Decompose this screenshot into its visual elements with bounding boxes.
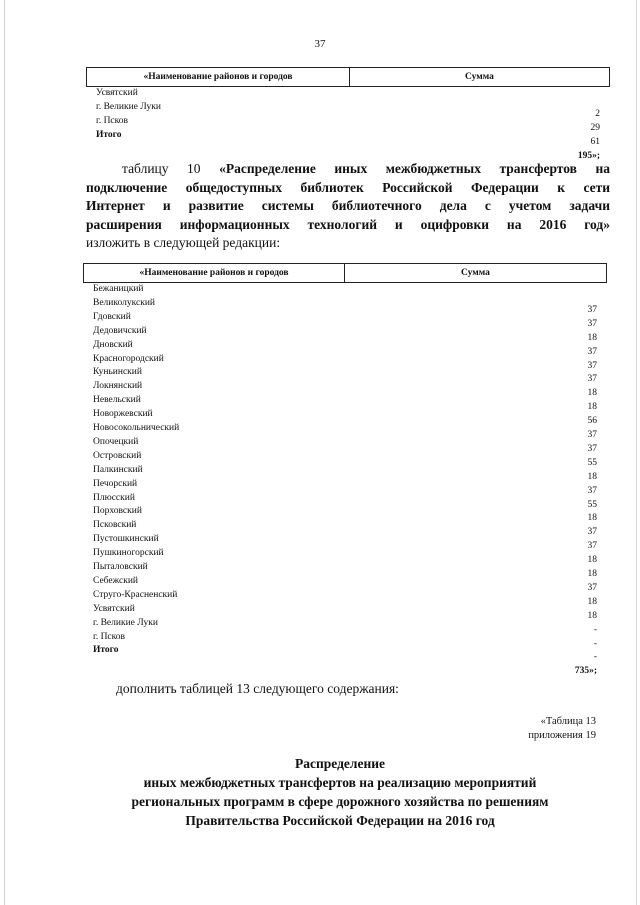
row-value: 37 xyxy=(587,527,597,538)
row-value: 18 xyxy=(587,388,597,399)
paragraph-bold-text: «Распределение иных межбюджетных трансфертов на xyxy=(219,161,611,176)
table-1-header xyxy=(86,67,610,87)
row-name: Итого xyxy=(93,645,119,656)
row-value: 37 xyxy=(587,360,597,371)
table-row xyxy=(83,603,607,621)
section-heading xyxy=(60,754,620,830)
table-row xyxy=(83,395,607,413)
table-row xyxy=(83,548,607,566)
row-name: г. Псков xyxy=(93,631,126,642)
table-row xyxy=(83,492,607,510)
heading-line: Распределение xyxy=(294,756,386,771)
table-row xyxy=(83,353,607,371)
row-name: Итого xyxy=(96,130,122,140)
row-value: 2 xyxy=(595,109,600,119)
table-row xyxy=(83,325,607,343)
table-2 xyxy=(83,263,607,683)
table-row xyxy=(83,562,607,579)
table-row xyxy=(83,478,607,496)
table-row xyxy=(83,534,607,552)
row-value: 37 xyxy=(587,374,597,385)
paragraph-line xyxy=(86,160,610,179)
heading-line: Правительства Российской Федерации на 2016 год xyxy=(185,813,495,828)
row-value: 18 xyxy=(587,471,597,482)
table-row xyxy=(86,102,610,119)
row-value: 37 xyxy=(587,430,597,440)
heading-line: региональных программ в сфере дорожного хозяйства по решениям xyxy=(131,794,549,809)
row-value: 37 xyxy=(587,304,597,315)
table-row xyxy=(86,130,610,147)
row-name: Усвятский xyxy=(96,88,138,98)
row-value: - xyxy=(593,638,597,649)
row-name: Плюсский xyxy=(93,492,135,503)
table-2-header xyxy=(83,263,607,283)
table-row xyxy=(83,311,607,329)
row-value: - xyxy=(593,652,597,663)
table-row xyxy=(83,381,607,399)
row-value: 37 xyxy=(587,582,597,593)
table-row xyxy=(83,506,607,524)
table-note xyxy=(528,715,596,743)
row-name: Пыталовский xyxy=(93,562,148,572)
table-2-body xyxy=(83,283,607,683)
table-row xyxy=(83,367,607,385)
paragraph-table-10 xyxy=(86,160,610,253)
table-row xyxy=(83,450,607,468)
column-header-name: «Наименование районов и городов xyxy=(84,264,345,282)
row-name: Дедовичский xyxy=(93,325,147,336)
row-name: Островский xyxy=(93,450,142,461)
row-value: 55 xyxy=(587,457,597,468)
row-name: Пустошкинский xyxy=(93,534,159,545)
row-name: г. Великие Луки xyxy=(96,102,161,112)
table-row-total xyxy=(83,659,607,677)
row-value: 18 xyxy=(587,596,597,607)
total-value: 735»; xyxy=(574,666,597,677)
row-value: 18 xyxy=(587,332,597,343)
row-value: 18 xyxy=(587,569,597,579)
row-value: 29 xyxy=(590,123,600,133)
table-row xyxy=(86,88,610,102)
row-name: Новосокольнический xyxy=(93,423,180,433)
row-value: 18 xyxy=(587,402,597,413)
row-name: Струго-Красненский xyxy=(93,589,178,600)
row-name: Пушкиногорский xyxy=(93,548,164,559)
table-row xyxy=(83,423,607,440)
row-name: Локнянский xyxy=(93,381,143,392)
row-name: Новоржевский xyxy=(93,409,153,420)
page-edge xyxy=(636,0,637,905)
row-value: 56 xyxy=(587,416,597,427)
row-name: г. Великие Луки xyxy=(93,617,158,628)
row-name: Себежский xyxy=(93,575,138,586)
column-header-name: «Наименование районов и городов xyxy=(87,68,350,86)
row-value: 18 xyxy=(587,513,597,524)
paragraph-line: расширения информационных технологий и оцифровки на 2016 год» xyxy=(86,216,610,232)
paragraph-text: таблицу 10 xyxy=(122,161,220,176)
table-row xyxy=(83,436,607,454)
column-header-sum: Сумма xyxy=(461,268,490,278)
table-note-line: приложения 19 xyxy=(528,730,596,741)
row-value: 55 xyxy=(587,499,597,510)
table-1-body xyxy=(86,87,610,159)
table-row xyxy=(83,575,607,593)
table-row xyxy=(83,464,607,482)
row-value: - xyxy=(593,624,597,635)
table-1 xyxy=(86,67,610,159)
row-name: Дновский xyxy=(93,339,133,350)
table-row-total xyxy=(86,144,610,161)
row-name: г. Псков xyxy=(96,116,129,126)
row-name: Палкинский xyxy=(93,464,143,475)
table-row xyxy=(83,645,607,663)
row-name: Усвятский xyxy=(93,603,135,614)
paragraph-line: изложить в следующей редакции: xyxy=(86,235,281,250)
page-edge xyxy=(4,0,5,905)
table-row xyxy=(83,631,607,649)
paragraph-line: подключение общедоступных библиотек Российской Федерации к сети xyxy=(86,179,610,195)
row-value: 18 xyxy=(587,555,597,566)
row-value: 37 xyxy=(587,485,597,496)
table-row xyxy=(83,297,607,315)
table-row xyxy=(83,409,607,427)
row-name: Невельский xyxy=(93,395,141,406)
page-number: 37 xyxy=(314,38,326,50)
row-name: Великолукский xyxy=(93,297,156,308)
column-header-sum: Сумма xyxy=(465,72,494,82)
table-row xyxy=(83,339,607,357)
row-value: 37 xyxy=(587,318,597,329)
heading-line: иных межбюджетных трансфертов на реализацию мероприятий xyxy=(143,775,537,790)
paragraph-add-table-13 xyxy=(116,680,596,699)
row-name: Опочецкий xyxy=(93,436,139,447)
table-row xyxy=(86,116,610,133)
row-value: 18 xyxy=(587,610,597,621)
row-value: 37 xyxy=(587,541,597,552)
row-name: Бежаницкий xyxy=(93,284,144,294)
row-name: Псковский xyxy=(93,520,137,531)
paragraph-line: дополнить таблицей 13 следующего содержания: xyxy=(116,681,399,696)
row-name: Гдовский xyxy=(93,311,131,322)
table-note-line: «Таблица 13 xyxy=(540,716,596,727)
row-value: 37 xyxy=(587,346,597,357)
table-row xyxy=(83,284,607,298)
row-name: Порховский xyxy=(93,506,142,517)
row-name: Красногородский xyxy=(93,353,164,364)
row-name: Куньинский xyxy=(93,367,142,378)
table-row xyxy=(83,520,607,538)
row-value: 37 xyxy=(587,443,597,454)
table-row xyxy=(83,617,607,635)
row-value: 61 xyxy=(590,137,600,147)
row-name: Печорский xyxy=(93,478,138,489)
paragraph-line: Интернет и развитие системы библиотечного дела с учетом задачи xyxy=(86,198,610,213)
table-row xyxy=(83,589,607,607)
total-value: 195»; xyxy=(577,151,600,161)
